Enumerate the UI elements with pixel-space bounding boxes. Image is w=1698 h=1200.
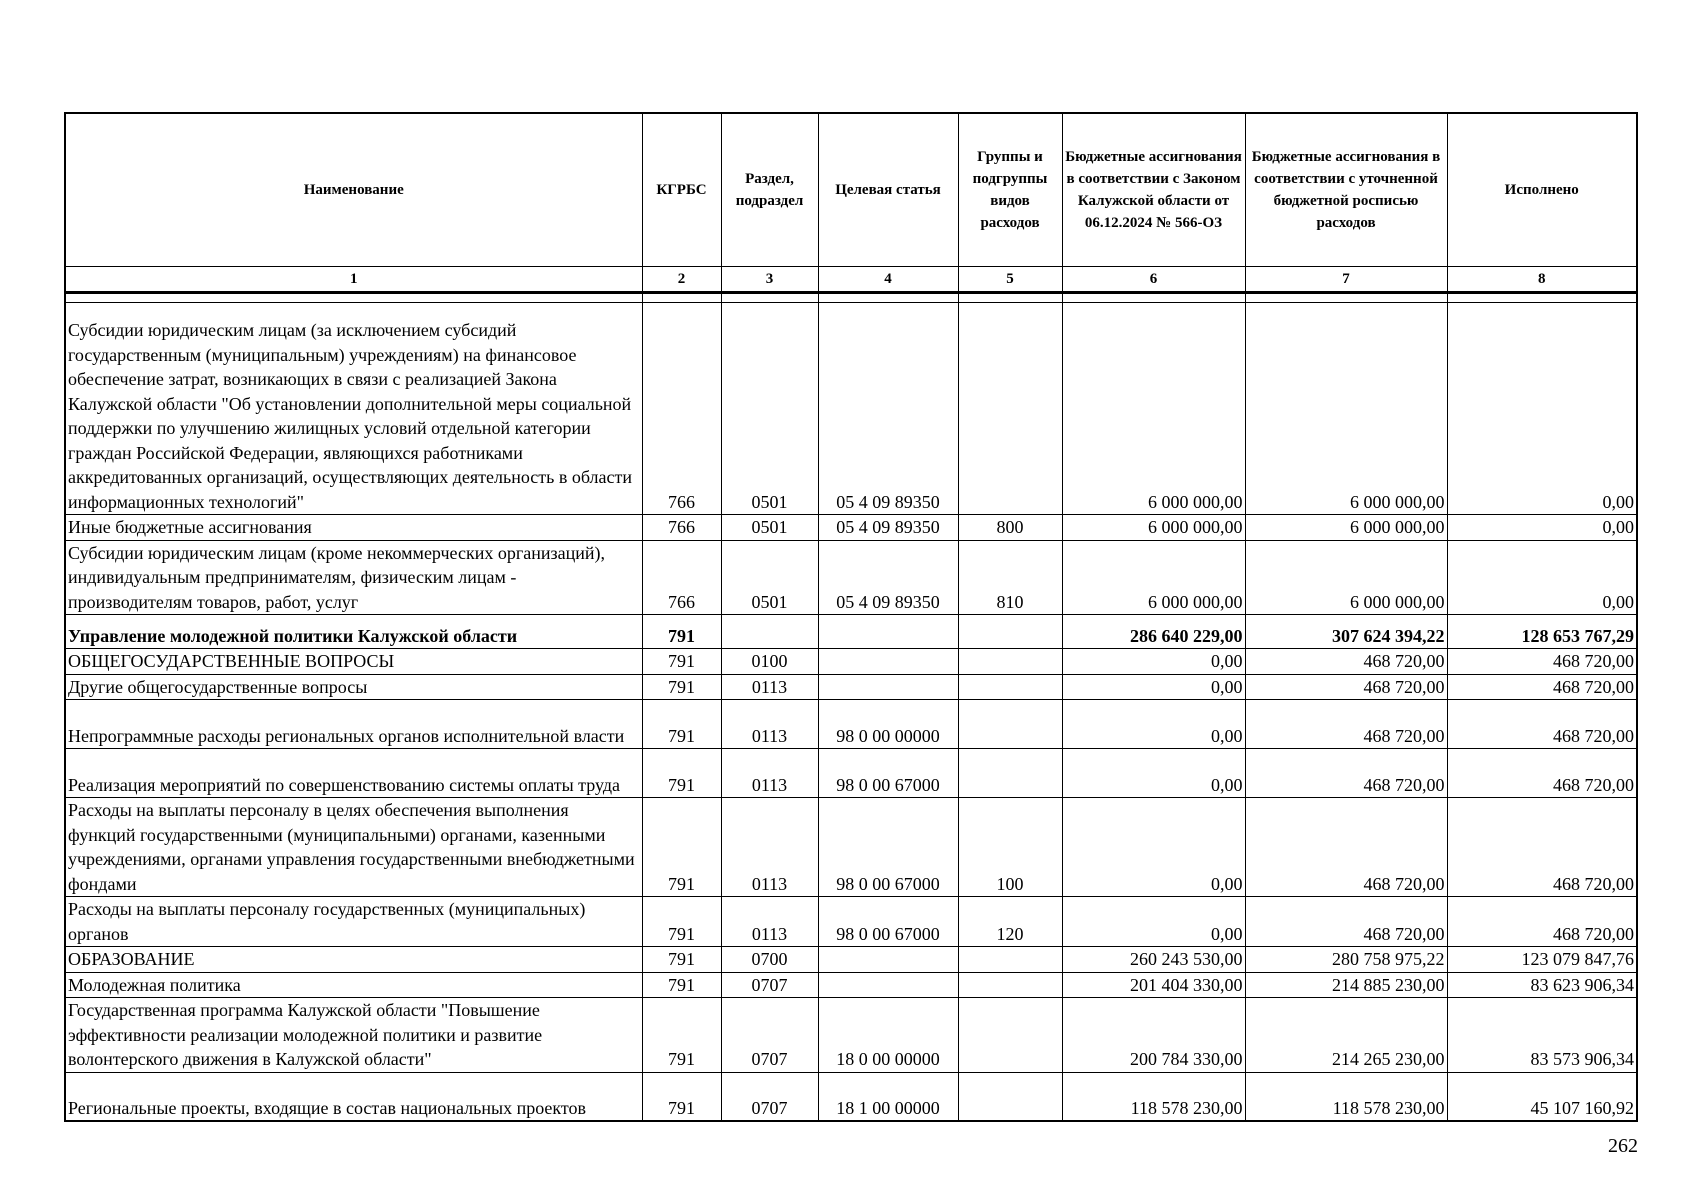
header-kgrbs: КГРБС — [642, 113, 721, 267]
table-row — [65, 897, 1637, 947]
row-group — [958, 303, 1062, 515]
row-razdel: 0707 — [721, 998, 818, 1073]
row-razdel: 0501 — [721, 540, 818, 615]
row-executed: 128 653 767,29 — [1447, 615, 1637, 649]
header-row — [65, 113, 1637, 267]
row-law-allocation: 0,00 — [1062, 649, 1245, 675]
budget-table-container — [64, 112, 1636, 1122]
row-target — [818, 972, 958, 998]
row-razdel: 0700 — [721, 947, 818, 973]
header-name: Наименование — [65, 113, 642, 267]
row-law-allocation: 118 578 230,00 — [1062, 1072, 1245, 1121]
row-executed: 468 720,00 — [1447, 674, 1637, 700]
row-refined-allocation: 214 265 230,00 — [1245, 998, 1447, 1073]
row-name: Реализация мероприятий по совершенствованию системы оплаты труда — [65, 749, 642, 798]
row-razdel: 0113 — [721, 798, 818, 897]
row-law-allocation: 260 243 530,00 — [1062, 947, 1245, 973]
row-executed: 468 720,00 — [1447, 700, 1637, 749]
row-refined-allocation: 6 000 000,00 — [1245, 540, 1447, 615]
row-kgrbs: 791 — [642, 615, 721, 649]
row-executed: 83 573 906,34 — [1447, 998, 1637, 1073]
row-name: ОБЩЕГОСУДАРСТВЕННЫЕ ВОПРОСЫ — [65, 649, 642, 675]
row-group: 100 — [958, 798, 1062, 897]
table-row — [65, 700, 1637, 749]
row-razdel: 0113 — [721, 897, 818, 947]
row-law-allocation: 0,00 — [1062, 897, 1245, 947]
row-razdel: 0113 — [721, 700, 818, 749]
row-target: 98 0 00 67000 — [818, 749, 958, 798]
row-name: Региональные проекты, входящие в состав национальных проектов — [65, 1072, 642, 1121]
row-executed: 83 623 906,34 — [1447, 972, 1637, 998]
table-row — [65, 798, 1637, 897]
row-target: 98 0 00 67000 — [818, 798, 958, 897]
row-refined-allocation: 468 720,00 — [1245, 897, 1447, 947]
table-row — [65, 615, 1637, 649]
row-kgrbs: 791 — [642, 972, 721, 998]
row-refined-allocation: 214 885 230,00 — [1245, 972, 1447, 998]
row-target — [818, 649, 958, 675]
row-law-allocation: 0,00 — [1062, 674, 1245, 700]
row-refined-allocation: 307 624 394,22 — [1245, 615, 1447, 649]
row-executed: 0,00 — [1447, 540, 1637, 615]
table-row — [65, 515, 1637, 541]
row-target: 98 0 00 00000 — [818, 700, 958, 749]
row-refined-allocation: 280 758 975,22 — [1245, 947, 1447, 973]
column-number: 4 — [818, 267, 958, 293]
table-row — [65, 1072, 1637, 1121]
row-target: 05 4 09 89350 — [818, 540, 958, 615]
table-row — [65, 749, 1637, 798]
row-refined-allocation: 6 000 000,00 — [1245, 515, 1447, 541]
row-group — [958, 947, 1062, 973]
row-name: Субсидии юридическим лицам (кроме некоммерческих организаций), индивидуальным предпринимателям, физическим лицам - производителям товаров, работ, услуг — [65, 540, 642, 615]
column-number: 3 — [721, 267, 818, 293]
header-executed: Исполнено — [1447, 113, 1637, 267]
row-law-allocation: 6 000 000,00 — [1062, 540, 1245, 615]
row-refined-allocation: 118 578 230,00 — [1245, 1072, 1447, 1121]
row-group — [958, 674, 1062, 700]
row-executed: 468 720,00 — [1447, 749, 1637, 798]
column-number: 1 — [65, 267, 642, 293]
row-refined-allocation: 6 000 000,00 — [1245, 303, 1447, 515]
row-kgrbs: 791 — [642, 897, 721, 947]
row-executed: 45 107 160,92 — [1447, 1072, 1637, 1121]
row-executed: 468 720,00 — [1447, 897, 1637, 947]
row-target: 05 4 09 89350 — [818, 515, 958, 541]
header-group: Группы и подгруппы видов расходов — [958, 113, 1062, 267]
table-row — [65, 303, 1637, 515]
header-refined-allocation: Бюджетные ассигнования в соответствии с уточненной бюджетной росписью расходов — [1245, 113, 1447, 267]
row-group — [958, 998, 1062, 1073]
row-kgrbs: 766 — [642, 303, 721, 515]
column-number: 8 — [1447, 267, 1637, 293]
row-kgrbs: 791 — [642, 649, 721, 675]
row-kgrbs: 766 — [642, 540, 721, 615]
row-group: 810 — [958, 540, 1062, 615]
row-kgrbs: 791 — [642, 998, 721, 1073]
row-group — [958, 749, 1062, 798]
table-row — [65, 674, 1637, 700]
row-executed: 0,00 — [1447, 303, 1637, 515]
row-executed: 0,00 — [1447, 515, 1637, 541]
table-row — [65, 998, 1637, 1073]
row-target — [818, 615, 958, 649]
row-razdel: 0113 — [721, 749, 818, 798]
table-row — [65, 540, 1637, 615]
row-name: Расходы на выплаты персоналу государственных (муниципальных) органов — [65, 897, 642, 947]
row-law-allocation: 0,00 — [1062, 798, 1245, 897]
row-executed: 123 079 847,76 — [1447, 947, 1637, 973]
row-kgrbs: 791 — [642, 947, 721, 973]
budget-table — [64, 112, 1638, 1122]
row-target: 98 0 00 67000 — [818, 897, 958, 947]
row-refined-allocation: 468 720,00 — [1245, 749, 1447, 798]
table-row — [65, 972, 1637, 998]
row-refined-allocation: 468 720,00 — [1245, 674, 1447, 700]
row-group — [958, 972, 1062, 998]
row-group — [958, 700, 1062, 749]
row-kgrbs: 791 — [642, 674, 721, 700]
row-kgrbs: 791 — [642, 749, 721, 798]
column-number: 6 — [1062, 267, 1245, 293]
row-law-allocation: 200 784 330,00 — [1062, 998, 1245, 1073]
row-name: Субсидии юридическим лицам (за исключением субсидий государственным (муниципальным) учреждениям) на финансовое обеспечение затрат, возникающих в связи с реализацией Закона Калужской области "Об установлении дополнительной меры социальной поддержки по улучшению жилищных условий отдельной категории граждан Российской Федерации, являющихся работниками аккредитованных организаций, осуществляющих деятельность в области информационных технологий" — [65, 303, 642, 515]
row-group — [958, 649, 1062, 675]
row-razdel: 0501 — [721, 303, 818, 515]
row-law-allocation: 6 000 000,00 — [1062, 303, 1245, 515]
row-name: Непрограммные расходы региональных органов исполнительной власти — [65, 700, 642, 749]
table-row — [65, 947, 1637, 973]
row-law-allocation: 201 404 330,00 — [1062, 972, 1245, 998]
row-name: Государственная программа Калужской области "Повышение эффективности реализации молодежной политики и развитие волонтерского движения в Калужской области" — [65, 998, 642, 1073]
row-refined-allocation: 468 720,00 — [1245, 798, 1447, 897]
column-number: 2 — [642, 267, 721, 293]
spacer-row — [65, 293, 1637, 303]
column-number: 7 — [1245, 267, 1447, 293]
row-group: 800 — [958, 515, 1062, 541]
table-row — [65, 649, 1637, 675]
row-razdel — [721, 615, 818, 649]
column-number: 5 — [958, 267, 1062, 293]
row-target: 18 0 00 00000 — [818, 998, 958, 1073]
row-kgrbs: 766 — [642, 515, 721, 541]
row-refined-allocation: 468 720,00 — [1245, 649, 1447, 675]
row-razdel: 0707 — [721, 972, 818, 998]
row-group — [958, 1072, 1062, 1121]
row-group — [958, 615, 1062, 649]
row-name: Молодежная политика — [65, 972, 642, 998]
row-name: Расходы на выплаты персоналу в целях обеспечения выполнения функций государственными (муниципальными) органами, казенными учреждениями, органами управления государственными внебюджетными фондами — [65, 798, 642, 897]
header-target: Целевая статья — [818, 113, 958, 267]
row-razdel: 0501 — [721, 515, 818, 541]
row-law-allocation: 0,00 — [1062, 749, 1245, 798]
row-name: Управление молодежной политики Калужской области — [65, 615, 642, 649]
row-law-allocation: 6 000 000,00 — [1062, 515, 1245, 541]
row-kgrbs: 791 — [642, 700, 721, 749]
row-group: 120 — [958, 897, 1062, 947]
row-razdel: 0707 — [721, 1072, 818, 1121]
row-name: Иные бюджетные ассигнования — [65, 515, 642, 541]
row-refined-allocation: 468 720,00 — [1245, 700, 1447, 749]
row-executed: 468 720,00 — [1447, 649, 1637, 675]
row-name: ОБРАЗОВАНИЕ — [65, 947, 642, 973]
row-razdel: 0113 — [721, 674, 818, 700]
header-razdel: Раздел, подраздел — [721, 113, 818, 267]
row-target: 05 4 09 89350 — [818, 303, 958, 515]
row-kgrbs: 791 — [642, 798, 721, 897]
page-number: 262 — [1608, 1135, 1638, 1157]
row-kgrbs: 791 — [642, 1072, 721, 1121]
row-razdel: 0100 — [721, 649, 818, 675]
row-target — [818, 674, 958, 700]
row-name: Другие общегосударственные вопросы — [65, 674, 642, 700]
row-target: 18 1 00 00000 — [818, 1072, 958, 1121]
row-executed: 468 720,00 — [1447, 798, 1637, 897]
column-number-row — [65, 267, 1637, 293]
row-law-allocation: 0,00 — [1062, 700, 1245, 749]
row-target — [818, 947, 958, 973]
header-law-allocation: Бюджетные ассигнования в соответствии с Законом Калужской области от 06.12.2024 № 566-ОЗ — [1062, 113, 1245, 267]
row-law-allocation: 286 640 229,00 — [1062, 615, 1245, 649]
